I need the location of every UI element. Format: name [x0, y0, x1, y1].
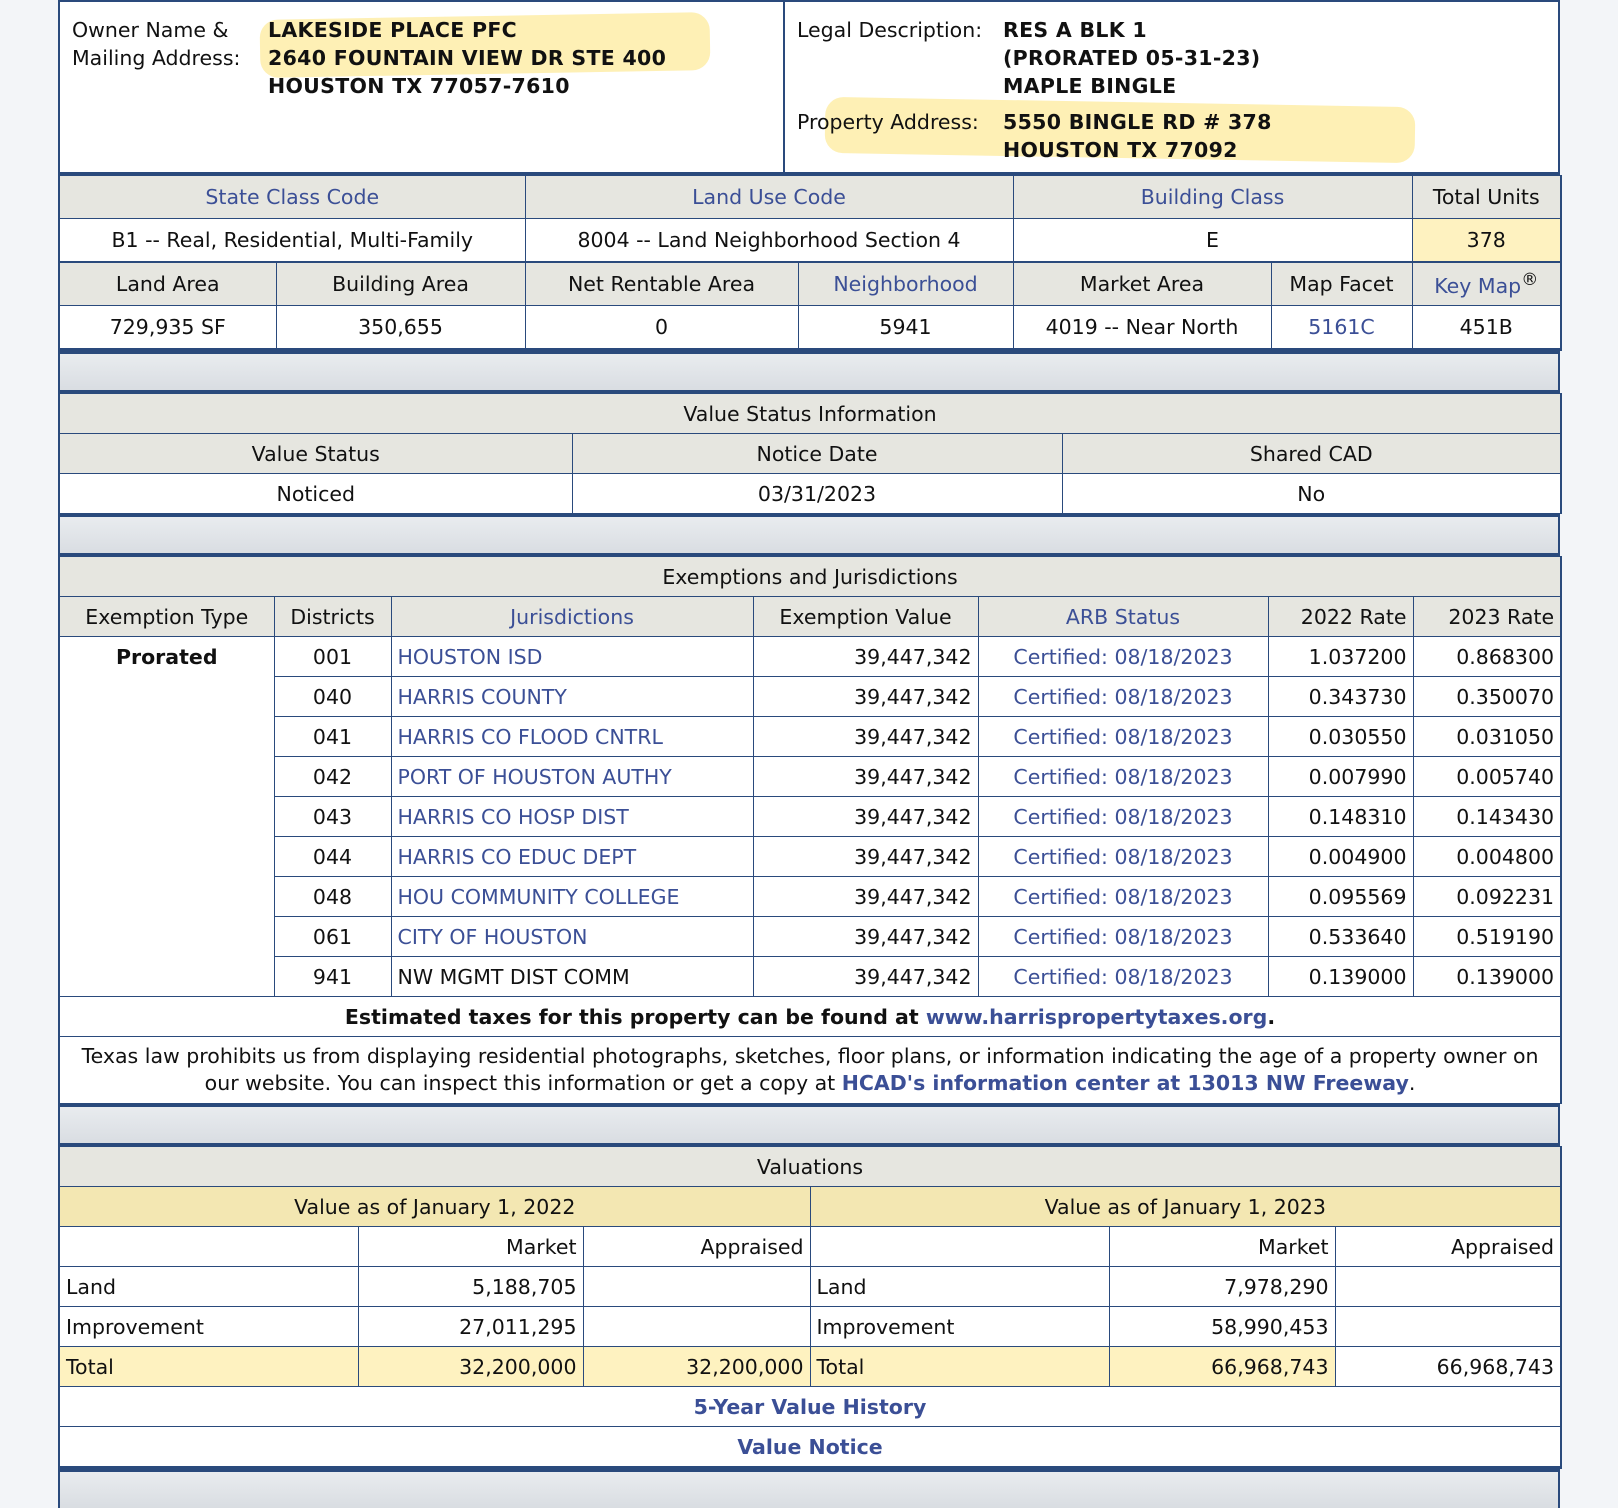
- value-status-header: Value Status: [59, 434, 572, 474]
- arb-status-link[interactable]: Certified: 08/18/2023: [978, 917, 1268, 957]
- property-address-line1: 5550 BINGLE RD # 378: [1003, 110, 1272, 134]
- owner-label-line1: Owner Name &: [72, 18, 229, 42]
- five-year-history-link[interactable]: 5-Year Value History: [59, 1387, 1561, 1427]
- exemption-row: [59, 717, 1561, 757]
- rate-2022: 0.533640: [1268, 917, 1413, 957]
- owner-section: [60, 2, 785, 172]
- law-end: .: [1408, 1071, 1416, 1095]
- rate-2022: 0.004900: [1268, 837, 1413, 877]
- appraised-2023-value: [1335, 1307, 1561, 1347]
- arb-status-link[interactable]: Certified: 08/18/2023: [978, 957, 1268, 997]
- value-status-title: Value Status Information: [59, 394, 1561, 434]
- exemption-value: 39,447,342: [753, 837, 978, 877]
- market-2023-value: 66,968,743: [1109, 1347, 1335, 1387]
- owner-address-line1: 2640 FOUNTAIN VIEW DR STE 400: [268, 46, 667, 70]
- net-rentable-area-value: 0: [525, 306, 798, 350]
- valuation-rows: [59, 1267, 1561, 1387]
- valuations-title: Valuations: [59, 1147, 1561, 1187]
- rate-2022: 0.095569: [1268, 877, 1413, 917]
- exemption-type-header: Exemption Type: [59, 597, 274, 637]
- key-map-header: [1412, 263, 1561, 306]
- arb-status-link[interactable]: Certified: 08/18/2023: [978, 797, 1268, 837]
- section-divider: [58, 351, 1560, 393]
- value-2023-header: Value as of January 1, 2023: [810, 1187, 1561, 1227]
- rate-2023: 0.868300: [1413, 637, 1561, 677]
- legal-description-label: Legal Description:: [797, 18, 983, 42]
- registered-mark: ®: [1521, 270, 1539, 291]
- total-units-header: Total Units: [1412, 176, 1561, 219]
- exemption-value: 39,447,342: [753, 917, 978, 957]
- arb-status-link[interactable]: Certified: 08/18/2023: [978, 757, 1268, 797]
- district-code: 048: [274, 877, 391, 917]
- map-facet-header: Map Facet: [1271, 263, 1412, 306]
- valuation-total-row: [59, 1347, 1561, 1387]
- net-rentable-area-header: Net Rentable Area: [525, 263, 798, 306]
- owner-label-line2: Mailing Address:: [72, 46, 241, 70]
- exemption-value: 39,447,342: [753, 637, 978, 677]
- jurisdictions-link[interactable]: Jurisdictions: [391, 597, 753, 637]
- value-2022-header: Value as of January 1, 2022: [59, 1187, 810, 1227]
- exemptions-rows: [59, 637, 1561, 997]
- exemption-row: [59, 637, 1561, 677]
- taxes-text: Estimated taxes for this property can be found at: [344, 1004, 926, 1029]
- exemption-value: 39,447,342: [753, 877, 978, 917]
- legal-line2: (PRORATED 05-31-23): [1003, 46, 1261, 70]
- codes-table: [58, 175, 1562, 262]
- rate-2022: 0.148310: [1268, 797, 1413, 837]
- valuation-row: [59, 1307, 1561, 1347]
- district-code: 040: [274, 677, 391, 717]
- valuation-label-2022: Land: [59, 1267, 358, 1307]
- appraised-2023-value: 66,968,743: [1335, 1347, 1561, 1387]
- rate-2023: 0.092231: [1413, 877, 1561, 917]
- rate-2022: 0.030550: [1268, 717, 1413, 757]
- appraised-2023-header: Appraised: [1335, 1227, 1561, 1267]
- owner-block: [58, 0, 1560, 175]
- market-2022-value: 27,011,295: [358, 1307, 583, 1347]
- appraised-2022-header: Appraised: [583, 1227, 810, 1267]
- notice-date-header: Notice Date: [572, 434, 1062, 474]
- arb-status-link[interactable]: ARB Status: [978, 597, 1268, 637]
- value-status-value: Noticed: [59, 474, 572, 514]
- district-code: 061: [274, 917, 391, 957]
- district-code: 044: [274, 837, 391, 877]
- district-code: 941: [274, 957, 391, 997]
- notice-date-value: 03/31/2023: [572, 474, 1062, 514]
- market-2022-header: Market: [358, 1227, 583, 1267]
- neighborhood-value: 5941: [798, 306, 1013, 350]
- jurisdiction-link[interactable]: HARRIS COUNTY: [391, 677, 753, 717]
- hcad-info-center-link[interactable]: HCAD's information center at 13013 NW Freeway: [841, 1071, 1409, 1095]
- exemptions-table: [58, 556, 1562, 1104]
- rate-2023: 0.031050: [1413, 717, 1561, 757]
- market-2022-value: 32,200,000: [358, 1347, 583, 1387]
- appraised-2022-value: [583, 1267, 810, 1307]
- legal-section: [785, 2, 1558, 172]
- district-code: 041: [274, 717, 391, 757]
- section-divider: [58, 1469, 1560, 1508]
- shared-cad-header: Shared CAD: [1062, 434, 1561, 474]
- total-units-value: 378: [1412, 219, 1561, 262]
- rate-2023: 0.004800: [1413, 837, 1561, 877]
- valuation-label-2023: Land: [810, 1267, 1109, 1307]
- exemption-value: 39,447,342: [753, 717, 978, 757]
- market-2022-value: 5,188,705: [358, 1267, 583, 1307]
- section-divider: [58, 1104, 1560, 1146]
- exemption-row: [59, 877, 1561, 917]
- arb-status-link[interactable]: Certified: 08/18/2023: [978, 877, 1268, 917]
- section-divider: [58, 514, 1560, 556]
- rate-2022-header: 2022 Rate: [1268, 597, 1413, 637]
- exemption-value: 39,447,342: [753, 757, 978, 797]
- exemption-row: [59, 677, 1561, 717]
- jurisdiction-link[interactable]: HOUSTON ISD: [391, 637, 753, 677]
- exemption-row: [59, 757, 1561, 797]
- appraised-2022-value: [583, 1307, 810, 1347]
- exemptions-title: Exemptions and Jurisdictions: [59, 557, 1561, 597]
- market-2023-header: Market: [1109, 1227, 1335, 1267]
- building-class-link[interactable]: Building Class: [1013, 176, 1412, 219]
- owner-address-line2: HOUSTON TX 77057-7610: [268, 74, 570, 98]
- legal-line1: RES A BLK 1: [1003, 18, 1147, 42]
- property-details-page: [58, 0, 1560, 1508]
- areas-table: [58, 262, 1562, 351]
- map-facet-link[interactable]: 5161C: [1271, 306, 1412, 350]
- rate-2022: 0.343730: [1268, 677, 1413, 717]
- building-class-value: E: [1013, 219, 1412, 262]
- exemption-row: [59, 837, 1561, 877]
- estimated-taxes-note: [59, 997, 1561, 1037]
- value-status-table: [58, 393, 1562, 514]
- blank-cell: [810, 1227, 1109, 1267]
- rate-2023: 0.143430: [1413, 797, 1561, 837]
- jurisdiction-link[interactable]: HARRIS CO FLOOD CNTRL: [391, 717, 753, 757]
- district-code: 001: [274, 637, 391, 677]
- rate-2023: 0.139000: [1413, 957, 1561, 997]
- land-use-code-link[interactable]: Land Use Code: [525, 176, 1013, 219]
- building-area-value: 350,655: [276, 306, 525, 350]
- key-map-link[interactable]: Key Map: [1434, 273, 1522, 298]
- jurisdiction-link[interactable]: PORT OF HOUSTON AUTHY: [391, 757, 753, 797]
- district-code: 042: [274, 757, 391, 797]
- exemption-value: 39,447,342: [753, 677, 978, 717]
- law-text-line2: our website. You can inspect this information or get a copy at: [204, 1071, 842, 1095]
- valuation-label-2022: Total: [59, 1347, 358, 1387]
- market-2023-value: 7,978,290: [1109, 1267, 1335, 1307]
- exemption-row: [59, 957, 1561, 997]
- exemption-value: 39,447,342: [753, 797, 978, 837]
- exemption-row: [59, 797, 1561, 837]
- law-text-line1: Texas law prohibits us from displaying residential photographs, sketches, floor plans, or information indicating the age of a property owner on: [81, 1044, 1539, 1068]
- market-area-header: Market Area: [1013, 263, 1271, 306]
- rate-2022: 0.007990: [1268, 757, 1413, 797]
- rate-2023: 0.350070: [1413, 677, 1561, 717]
- legal-line3: MAPLE BINGLE: [1003, 74, 1177, 98]
- rate-2023: 0.005740: [1413, 757, 1561, 797]
- arb-status-link[interactable]: Certified: 08/18/2023: [978, 637, 1268, 677]
- exemption-value: 39,447,342: [753, 957, 978, 997]
- arb-status-link[interactable]: Certified: 08/18/2023: [978, 837, 1268, 877]
- appraised-2023-value: [1335, 1267, 1561, 1307]
- jurisdiction-name: NW MGMT DIST COMM: [391, 957, 753, 997]
- land-area-header: Land Area: [59, 263, 276, 306]
- shared-cad-value: No: [1062, 474, 1561, 514]
- rate-2023: 0.519190: [1413, 917, 1561, 957]
- jurisdiction-link[interactable]: CITY OF HOUSTON: [391, 917, 753, 957]
- jurisdiction-link[interactable]: HARRIS CO EDUC DEPT: [391, 837, 753, 877]
- key-map-value: 451B: [1412, 306, 1561, 350]
- state-class-code-value: B1 -- Real, Residential, Multi-Family: [59, 219, 525, 262]
- jurisdiction-link[interactable]: HARRIS CO HOSP DIST: [391, 797, 753, 837]
- districts-header: Districts: [274, 597, 391, 637]
- texas-law-note: [59, 1037, 1561, 1104]
- exemption-row: [59, 917, 1561, 957]
- valuation-label-2023: Total: [810, 1347, 1109, 1387]
- taxes-end: .: [1267, 1004, 1276, 1029]
- arb-status-link[interactable]: Certified: 08/18/2023: [978, 677, 1268, 717]
- blank-cell: [59, 1227, 358, 1267]
- district-code: 043: [274, 797, 391, 837]
- appraised-2022-value: 32,200,000: [583, 1347, 810, 1387]
- value-notice-link[interactable]: Value Notice: [59, 1427, 1561, 1468]
- exemption-value-header: Exemption Value: [753, 597, 978, 637]
- rate-2022: 0.139000: [1268, 957, 1413, 997]
- land-area-value: 729,935 SF: [59, 306, 276, 350]
- valuation-label-2022: Improvement: [59, 1307, 358, 1347]
- arb-status-link[interactable]: Certified: 08/18/2023: [978, 717, 1268, 757]
- property-address-line2: HOUSTON TX 77092: [1003, 138, 1238, 162]
- valuation-label-2023: Improvement: [810, 1307, 1109, 1347]
- neighborhood-link[interactable]: Neighborhood: [798, 263, 1013, 306]
- market-2023-value: 58,990,453: [1109, 1307, 1335, 1347]
- land-use-code-value: 8004 -- Land Neighborhood Section 4: [525, 219, 1013, 262]
- building-area-header: Building Area: [276, 263, 525, 306]
- property-address-label: Property Address:: [797, 110, 979, 134]
- market-area-value: 4019 -- Near North: [1013, 306, 1271, 350]
- state-class-code-link[interactable]: State Class Code: [59, 176, 525, 219]
- exemption-type-value: Prorated: [59, 637, 274, 997]
- owner-name: LAKESIDE PLACE PFC: [268, 18, 517, 42]
- valuations-table: [58, 1146, 1562, 1469]
- rate-2022: 1.037200: [1268, 637, 1413, 677]
- jurisdiction-link[interactable]: HOU COMMUNITY COLLEGE: [391, 877, 753, 917]
- rate-2023-header: 2023 Rate: [1413, 597, 1561, 637]
- harris-property-taxes-link[interactable]: www.harrispropertytaxes.org: [925, 1004, 1268, 1029]
- valuation-row: [59, 1267, 1561, 1307]
